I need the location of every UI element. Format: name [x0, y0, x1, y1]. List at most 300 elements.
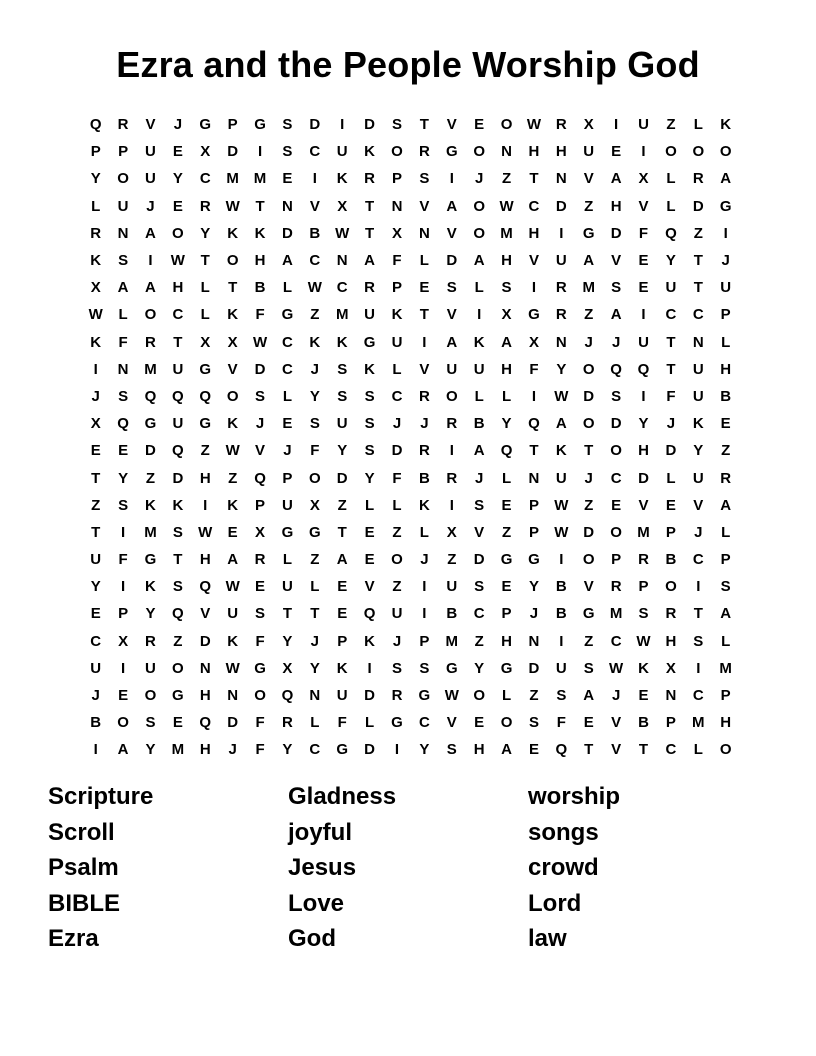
grid-letter: T [419, 116, 429, 134]
grid-letter: M [253, 170, 267, 188]
grid-letter: L [419, 523, 429, 541]
grid-letter: K [336, 333, 348, 351]
grid-letter: O [582, 551, 595, 569]
grid-letter: H [528, 224, 540, 242]
word-item: BIBLE [48, 889, 120, 917]
grid-letter: N [282, 197, 293, 215]
grid-letter: F [255, 306, 265, 324]
grid-letter: L [310, 578, 320, 596]
grid-letter: A [117, 279, 129, 297]
grid-letter: U [638, 116, 649, 134]
grid-letter: G [199, 116, 212, 134]
grid-letter: Z [392, 523, 402, 541]
grid-letter: K [418, 496, 430, 514]
grid-letter: C [391, 387, 403, 405]
grid-letter: A [446, 333, 458, 351]
grid-letter: W [444, 687, 459, 705]
grid-letter: I [93, 741, 98, 759]
grid-letter: O [144, 687, 157, 705]
grid-letter: A [720, 170, 732, 188]
grid-letter: I [312, 170, 317, 188]
grid-letter: E [501, 496, 512, 514]
grid-letter: T [282, 605, 293, 623]
grid-letter: T [419, 306, 429, 324]
grid-letter: L [365, 714, 375, 732]
grid-letter: E [337, 605, 348, 623]
grid-letter: O [391, 551, 403, 569]
grid-letter: T [173, 333, 183, 351]
grid-letter: L [91, 197, 101, 215]
grid-row [82, 437, 740, 464]
grid-letter: S [446, 279, 457, 297]
grid-letter: D [692, 197, 704, 215]
grid-letter: J [91, 687, 100, 705]
grid-letter: K [145, 496, 156, 514]
grid-letter: I [340, 116, 345, 134]
grid-letter: R [665, 605, 677, 623]
grid-letter: K [90, 252, 102, 270]
grid-letter: V [611, 252, 622, 270]
grid-row [82, 709, 740, 736]
grid-letter: K [227, 496, 239, 514]
grid-letter: G [500, 551, 513, 569]
grid-letter: H [665, 632, 677, 650]
grid-letter: X [528, 333, 539, 351]
grid-letter: P [501, 605, 512, 623]
grid-letter: G [199, 360, 212, 378]
grid-letter: E [90, 605, 101, 623]
grid-letter: X [227, 333, 238, 351]
grid-letter: K [336, 659, 348, 677]
grid-letter: F [556, 714, 566, 732]
grid-letter: J [474, 170, 484, 188]
grid-letter: C [528, 197, 540, 215]
grid-letter: D [473, 551, 485, 569]
grid-letter: T [693, 252, 703, 270]
grid-letter: X [90, 415, 101, 433]
grid-letter: C [610, 469, 622, 487]
grid-letter: A [473, 252, 485, 270]
grid-letter: C [692, 551, 704, 569]
grid-letter: M [719, 659, 732, 677]
grid-letter: Z [474, 632, 484, 650]
grid-letter: U [336, 143, 348, 161]
grid-letter: O [665, 578, 677, 596]
grid-letter: T [529, 442, 539, 460]
grid-letter: H [199, 687, 211, 705]
grid-letter: L [365, 496, 375, 514]
grid-letter: A [610, 170, 622, 188]
word-item: crowd [528, 854, 599, 881]
grid-letter: J [310, 360, 319, 378]
grid-letter: X [391, 224, 402, 242]
grid-letter: J [255, 415, 265, 433]
grid-letter: Q [610, 360, 622, 378]
grid-letter: P [528, 523, 539, 541]
grid-letter: O [719, 143, 732, 161]
grid-letter: U [282, 496, 293, 514]
grid-letter: W [554, 496, 569, 514]
grid-letter: O [582, 360, 595, 378]
grid-letter: O [719, 741, 732, 759]
grid-letter: N [501, 143, 512, 161]
word-item: joyful [288, 818, 352, 846]
grid-letter: U [391, 333, 403, 351]
grid-letter: L [282, 387, 293, 405]
grid-letter: S [583, 659, 594, 677]
grid-letter: U [692, 387, 704, 405]
grid-letter: N [336, 252, 348, 270]
grid-letter: R [391, 687, 403, 705]
grid-letter: P [720, 306, 731, 324]
grid-letter: K [227, 415, 239, 433]
grid-letter: E [611, 496, 622, 514]
grid-letter: C [309, 143, 321, 161]
grid-letter: U [638, 333, 649, 351]
grid-letter: E [364, 551, 375, 569]
grid-letter: U [446, 360, 458, 378]
grid-letter: L [419, 252, 429, 270]
grid-letter: H [501, 632, 512, 650]
grid-letter: C [665, 306, 677, 324]
grid-letter: C [172, 306, 184, 324]
grid-letter: U [172, 360, 184, 378]
grid-letter: M [144, 523, 157, 541]
grid-letter: Q [144, 387, 157, 405]
grid-letter: Y [337, 442, 348, 460]
grid-letter: J [228, 741, 237, 759]
grid-letter: L [693, 741, 703, 759]
grid-letter: E [720, 415, 731, 433]
word-item: worship [528, 783, 621, 810]
grid-letter: P [665, 523, 676, 541]
grid-letter: Z [584, 632, 594, 650]
grid-letter: V [145, 116, 156, 134]
grid-letter: K [336, 170, 348, 188]
grid-letter: D [364, 741, 376, 759]
grid-letter: R [555, 306, 567, 324]
grid-letter: I [203, 496, 208, 514]
grid-letter: O [254, 687, 266, 705]
grid-letter: G [308, 523, 321, 541]
grid-letter: H [172, 279, 184, 297]
grid-letter: T [91, 469, 101, 487]
grid-letter: V [255, 442, 266, 460]
grid-letter: I [449, 442, 454, 460]
word-item: Scroll [48, 818, 115, 846]
grid-letter: N [665, 687, 677, 705]
grid-letter: U [555, 252, 567, 270]
grid-letter: O [226, 252, 239, 270]
grid-letter: I [614, 116, 619, 134]
grid-letter: U [172, 415, 184, 433]
grid-row [82, 111, 740, 138]
grid-letter: C [610, 632, 622, 650]
grid-letter: P [720, 551, 731, 569]
grid-letter: H [638, 442, 649, 460]
grid-letter: F [255, 714, 265, 732]
grid-letter: J [392, 632, 402, 650]
grid-letter: N [555, 170, 567, 188]
grid-letter: T [693, 279, 703, 297]
grid-letter: N [528, 469, 540, 487]
grid-letter: Z [337, 496, 347, 514]
grid-letter: D [583, 387, 595, 405]
grid-letter: F [638, 224, 649, 242]
grid-row [82, 546, 740, 573]
grid-letter: O [610, 442, 622, 460]
grid-letter: F [392, 252, 402, 270]
grid-letter: U [720, 279, 732, 297]
grid-letter: L [200, 306, 210, 324]
grid-letter: R [117, 116, 129, 134]
grid-letter: Y [364, 469, 375, 487]
grid-letter: W [225, 578, 240, 596]
grid-letter: O [172, 224, 184, 242]
grid-letter: L [392, 496, 402, 514]
grid-letter: N [227, 687, 239, 705]
grid-letter: Z [584, 197, 594, 215]
grid-letter: F [255, 741, 265, 759]
grid-letter: E [90, 442, 101, 460]
grid-letter: S [446, 741, 457, 759]
grid-letter: J [173, 116, 183, 134]
grid-letter: L [666, 469, 676, 487]
grid-letter: C [473, 605, 485, 623]
grid-letter: G [582, 224, 595, 242]
grid-letter: X [200, 333, 211, 351]
grid-letter: L [666, 197, 676, 215]
grid-letter: J [283, 442, 292, 460]
grid-letter: H [254, 252, 266, 270]
grid-letter: I [531, 279, 537, 297]
grid-letter: S [337, 360, 348, 378]
grid-letter: K [473, 333, 485, 351]
grid-letter: J [584, 469, 593, 487]
grid-letter: I [422, 605, 427, 623]
grid-letter: L [693, 116, 703, 134]
grid-letter: G [281, 306, 294, 324]
grid-letter: R [90, 224, 102, 242]
grid-letter: Z [584, 306, 594, 324]
grid-letter: M [582, 279, 595, 297]
grid-letter: E [638, 252, 649, 270]
grid-letter: R [720, 469, 732, 487]
grid-letter: H [720, 714, 732, 732]
grid-letter: A [501, 333, 512, 351]
grid-letter: B [720, 387, 732, 405]
grid-letter: E [638, 687, 649, 705]
grid-letter: L [392, 360, 402, 378]
grid-letter: Y [172, 170, 183, 188]
grid-letter: O [473, 224, 485, 242]
grid-letter: S [145, 714, 156, 732]
word-item: God [288, 925, 336, 952]
grid-letter: M [609, 605, 623, 623]
grid-letter: Q [117, 415, 129, 433]
grid-letter: B [446, 605, 458, 623]
grid-letter: X [200, 143, 211, 161]
grid-letter: J [91, 387, 100, 405]
grid-letter: D [254, 360, 266, 378]
grid-letter: D [336, 469, 348, 487]
grid-letter: R [364, 279, 376, 297]
grid-letter: P [419, 632, 430, 650]
grid-letter: W [225, 659, 240, 677]
grid-letter: W [526, 116, 542, 134]
grid-letter: U [692, 469, 704, 487]
grid-letter: Y [556, 360, 567, 378]
grid-letter: L [310, 714, 320, 732]
grid-letter: I [641, 387, 646, 405]
grid-letter: S [255, 605, 266, 623]
grid-letter: H [199, 551, 211, 569]
grid-letter: E [474, 116, 485, 134]
grid-letter: E [118, 687, 129, 705]
grid-letter: W [499, 197, 514, 215]
grid-letter: I [559, 632, 564, 650]
grid-letter: X [118, 632, 129, 650]
grid-letter: G [582, 605, 595, 623]
grid-letter: W [609, 659, 624, 677]
grid-letter: S [255, 387, 266, 405]
grid-letter: C [282, 360, 293, 378]
grid-letter: F [337, 714, 347, 732]
word-item: Psalm [48, 854, 119, 881]
grid-letter: Z [721, 442, 731, 460]
grid-letter: L [474, 279, 484, 297]
grid-letter: V [446, 306, 457, 324]
grid-letter: J [611, 333, 621, 351]
grid-letter: L [501, 469, 512, 487]
grid-letter: E [172, 714, 183, 732]
grid-letter: L [721, 523, 731, 541]
grid-letter: U [391, 605, 403, 623]
grid-letter: N [692, 333, 704, 351]
grid-letter: O [445, 387, 458, 405]
grid-row [82, 247, 740, 274]
grid-letter: I [367, 659, 372, 677]
grid-letter: F [310, 442, 320, 460]
grid-letter: K [90, 333, 102, 351]
grid-letter: J [529, 605, 539, 623]
grid-letter: B [254, 279, 266, 297]
grid-letter: V [611, 741, 622, 759]
grid-letter: V [528, 252, 539, 270]
grid-letter: A [473, 442, 485, 460]
grid-letter: G [445, 143, 458, 161]
grid-letter: B [309, 224, 321, 242]
grid-letter: E [172, 143, 183, 161]
grid-letter: M [692, 714, 705, 732]
grid-letter: V [638, 496, 649, 514]
grid-letter: D [610, 415, 622, 433]
grid-letter: K [692, 415, 704, 433]
grid-letter: P [118, 143, 129, 161]
grid-letter: I [723, 224, 728, 242]
grid-letter: S [391, 659, 402, 677]
grid-letter: U [473, 360, 485, 378]
grid-letter: X [282, 659, 293, 677]
grid-letter: I [641, 143, 646, 161]
grid-letter: Q [528, 415, 540, 433]
grid-letter: O [308, 469, 321, 487]
grid-letter: P [638, 578, 649, 596]
grid-letter: G [199, 415, 212, 433]
grid-letter: E [638, 279, 649, 297]
grid-letter: S [364, 387, 375, 405]
grid-letter: Z [173, 632, 183, 650]
word-column [48, 779, 288, 957]
grid-row [82, 383, 740, 410]
grid-letter: N [418, 224, 430, 242]
grid-letter: Y [474, 659, 485, 677]
grid-letter: L [282, 279, 293, 297]
grid-letter: V [638, 197, 649, 215]
grid-letter: G [528, 306, 540, 324]
grid-letter: I [449, 496, 454, 514]
grid-letter: E [337, 578, 348, 596]
grid-letter: A [610, 306, 622, 324]
grid-letter: T [666, 333, 676, 351]
grid-letter: A [145, 224, 156, 242]
grid-letter: K [364, 143, 376, 161]
grid-letter: K [364, 632, 376, 650]
grid-letter: P [391, 170, 402, 188]
grid-letter: D [638, 469, 649, 487]
grid-letter: I [422, 333, 427, 351]
grid-letter: M [637, 523, 650, 541]
grid-letter: X [337, 197, 348, 215]
grid-letter: S [474, 578, 485, 596]
grid-letter: S [556, 687, 567, 705]
grid-letter: T [666, 360, 676, 378]
grid-letter: I [696, 659, 701, 677]
grid-letter: A [446, 197, 458, 215]
grid-letter: J [474, 469, 484, 487]
grid-letter: A [282, 252, 293, 270]
grid-letter: T [255, 197, 265, 215]
grid-letter: J [694, 523, 703, 541]
grid-letter: U [117, 197, 129, 215]
grid-letter: W [170, 252, 185, 270]
grid-letter: G [363, 333, 376, 351]
grid-letter: H [555, 143, 567, 161]
grid-letter: P [282, 469, 293, 487]
grid-letter: V [227, 360, 238, 378]
grid-letter: R [418, 143, 430, 161]
word-item: Gladness [288, 783, 397, 810]
grid-letter: Q [172, 605, 184, 623]
grid-letter: X [446, 523, 457, 541]
grid-row [82, 736, 740, 763]
grid-letter: T [365, 197, 375, 215]
grid-letter: S [693, 632, 704, 650]
grid-letter: N [309, 687, 321, 705]
grid-letter: N [117, 224, 129, 242]
grid-letter: Y [145, 605, 156, 623]
grid-letter: O [500, 714, 513, 732]
grid-letter: A [336, 551, 348, 569]
grid-letter: I [394, 741, 400, 759]
grid-letter: E [118, 442, 129, 460]
grid-letter: G [500, 659, 513, 677]
grid-letter: H [501, 252, 512, 270]
grid-letter: P [255, 496, 266, 514]
grid-letter: L [200, 279, 210, 297]
grid-letter: S [474, 496, 485, 514]
grid-letter: B [473, 415, 485, 433]
